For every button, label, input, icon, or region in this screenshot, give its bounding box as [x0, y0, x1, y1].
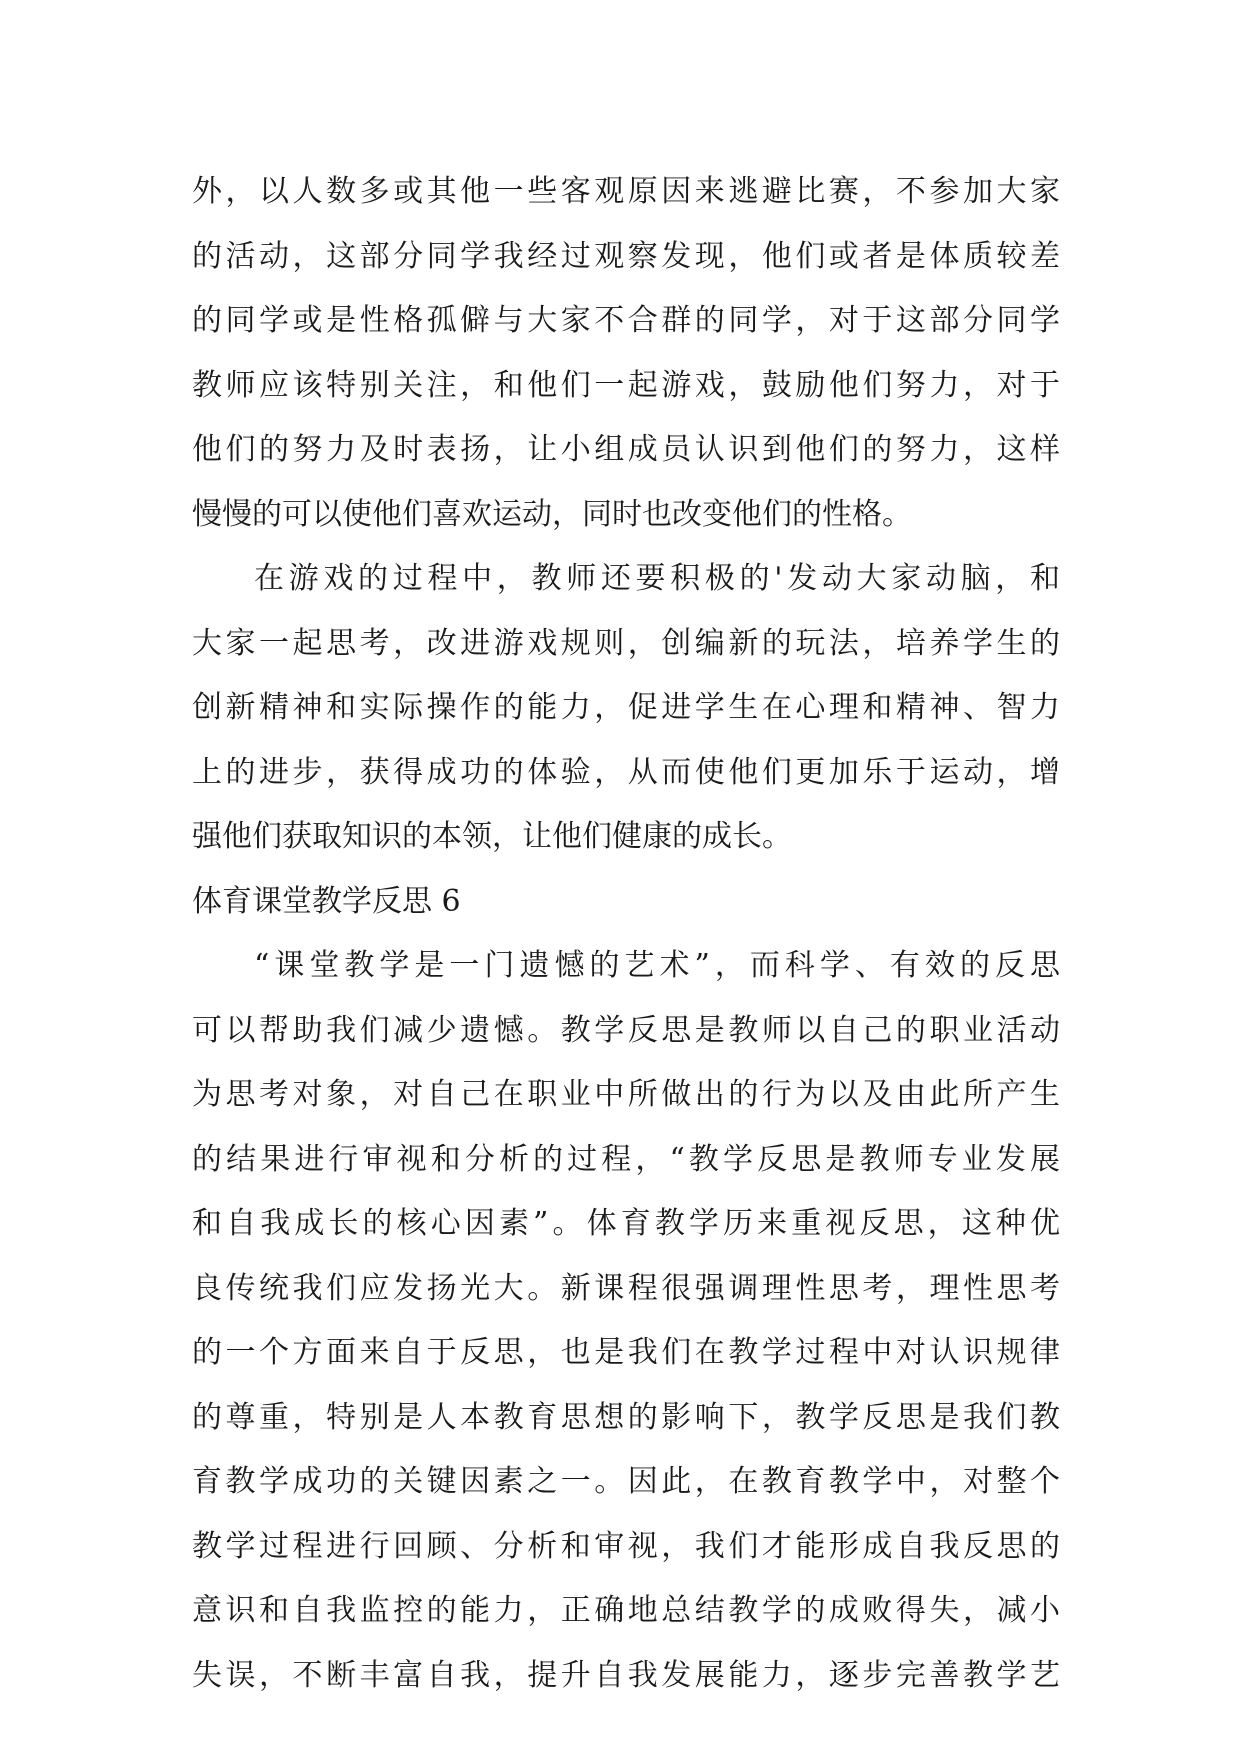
paragraph-1	[192, 160, 1060, 547]
text-line: 和自我成长的核心因素”。体育教学历来重视反思，这种优	[192, 1206, 1060, 1241]
text-line: 的尊重，特别是人本教育思想的影响下，教学反思是我们教	[192, 1399, 1060, 1435]
text-line: 为思考对象，对自己在职业中所做出的行为以及由此所产生	[192, 1077, 1060, 1112]
text-line: 外，以人数多或其他一些客观原因来逃避比赛，不参加大家	[192, 174, 1060, 209]
text-line: 他们的努力及时表扬，让小组成员认识到他们的努力，这样	[192, 432, 1060, 467]
document-body	[192, 160, 1060, 1708]
text-line: 的结果进行审视和分析的过程，“教学反思是教师专业发展	[192, 1141, 1060, 1177]
text-line: “课堂教学是一门遗憾的艺术”，而科学、有效的反思	[254, 948, 1060, 983]
text-line: 创新精神和实际操作的能力，促进学生在心理和精神、智力	[192, 690, 1060, 725]
text-line: 育教学成功的关键因素之一。因此，在教育教学中，对整个	[192, 1464, 1060, 1499]
text-line: 教学过程进行回顾、分析和审视，我们才能形成自我反思的	[192, 1528, 1060, 1564]
text-line: 良传统我们应发扬光大。新课程很强调理性思考，理性思考	[192, 1270, 1060, 1306]
text-line: 强他们获取知识的本领，让他们健康的成长。	[192, 819, 792, 854]
text-line: 教师应该特别关注，和他们一起游戏，鼓励他们努力，对于	[192, 367, 1060, 403]
text-line: 失误，不断丰富自我，提升自我发展能力，逐步完善教学艺	[192, 1657, 1060, 1693]
text-line: 大家一起思考，改进游戏规则，创编新的玩法，培养学生的	[192, 625, 1060, 661]
text-line: 慢慢的可以使他们喜欢运动，同时也改变他们的性格。	[192, 496, 912, 532]
section-heading: 体育课堂教学反思 6	[192, 883, 461, 919]
text-line: 的同学或是性格孤僻与大家不合群的同学，对于这部分同学	[192, 303, 1060, 338]
paragraph-2	[192, 547, 1060, 870]
text-line: 意识和自我监控的能力，正确地总结教学的成败得失，减小	[192, 1593, 1060, 1628]
text-line: 可以帮助我们减少遗憾。教学反思是教师以自己的职业活动	[192, 1012, 1060, 1048]
text-line: 在游戏的过程中，教师还要积极的'发动大家动脑，和	[254, 561, 1060, 596]
text-line: 上的进步，获得成功的体验，从而使他们更加乐于运动，增	[192, 754, 1060, 790]
paragraph-3	[192, 934, 1060, 1708]
text-line: 的活动，这部分同学我经过观察发现，他们或者是体质较差	[192, 238, 1060, 274]
text-line: 的一个方面来自于反思，也是我们在教学过程中对认识规律	[192, 1335, 1060, 1370]
